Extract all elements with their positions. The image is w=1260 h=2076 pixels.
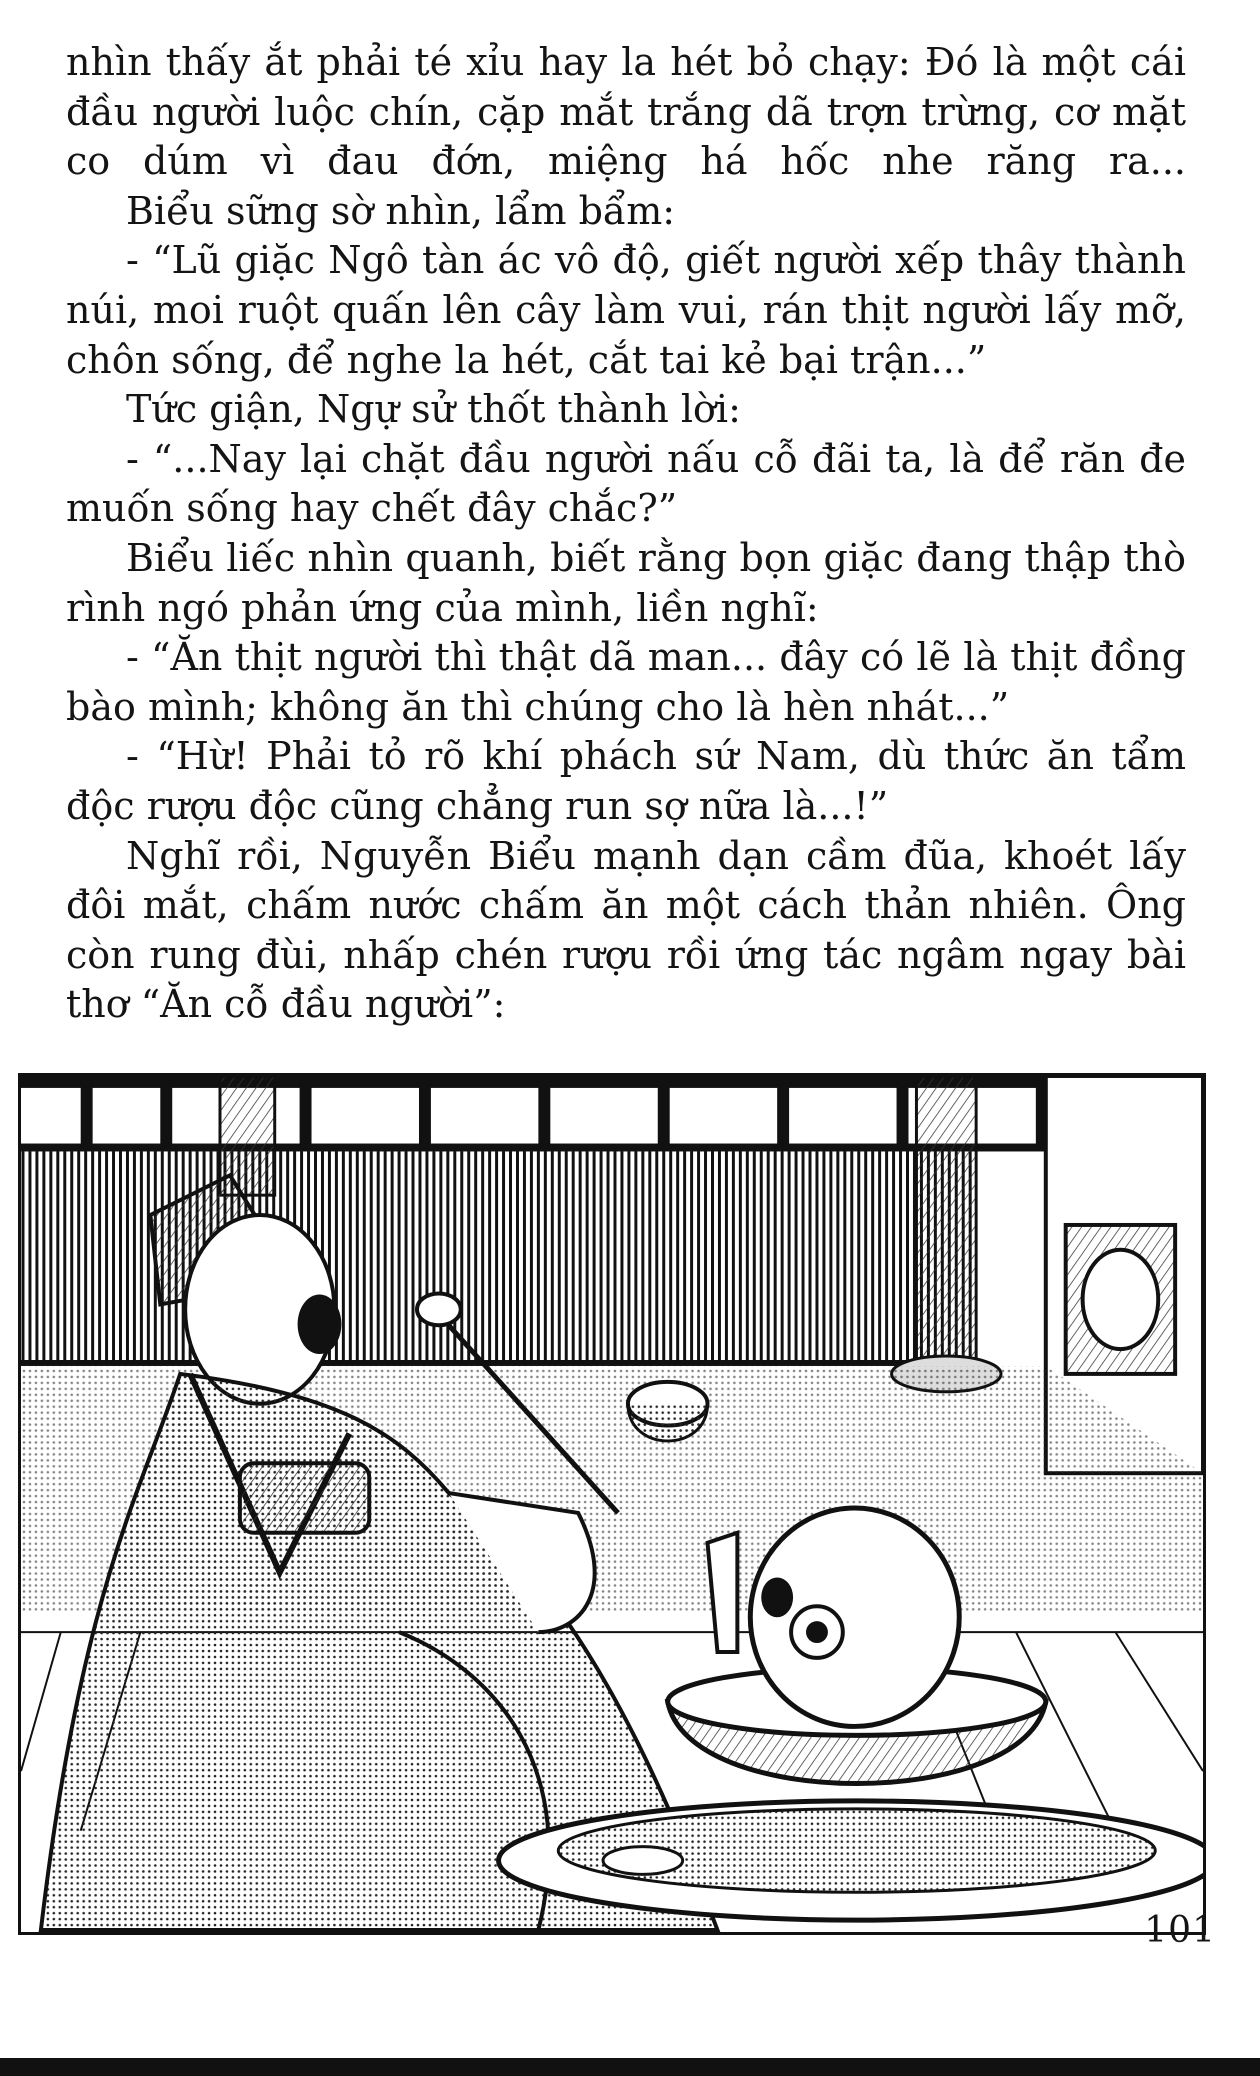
paragraph: - “Lũ giặc Ngô tàn ác vô độ, giết người xếp thây thành núi, moi ruột quấn lên cây làm vui, rán thịt người lấy mỡ, chôn sống, để nghe la hét, cắt tai kẻ bại trận...” <box>66 238 1186 382</box>
paragraph: Nghĩ rồi, Nguyễn Biểu mạnh dạn cầm đũa, khoét lấy đôi mắt, chấm nước chấm ăn một cách thản nhiên. Ông còn rung đùi, nhấp chén rượu rồi ứng tác ngâm ngay bài thơ “Ăn cỗ đầu người”: <box>66 833 1186 1027</box>
body-text <box>66 38 1186 1030</box>
illustration <box>18 1073 1206 1935</box>
paragraph: - “Hừ! Phải tỏ rõ khí phách sứ Nam, dù thức ăn tẩm độc rượu độc cũng chẳng run sợ nữa là...!” <box>66 734 1186 828</box>
paragraph: nhìn thấy ắt phải té xỉu hay la hét bỏ chạy: Đó là một cái đầu người luộc chín, cặp mắt trắng dã trợn trừng, cơ mặt co dúm vì đau đớn, miệng há hốc nhe răng ra... <box>66 40 1186 184</box>
paragraph: - “...Nay lại chặt đầu người nấu cỗ đãi ta, là để răn đe muốn sống hay chết đây chắc?” <box>66 436 1186 531</box>
page-number: 101 <box>1144 1910 1216 1951</box>
bottom-rule <box>0 2058 1260 2076</box>
paragraph: Biểu sững sờ nhìn, lẩm bẩm: <box>126 188 676 233</box>
illustration-drawing <box>21 1076 1203 1932</box>
paragraph: Tức giận, Ngự sử thốt thành lời: <box>126 387 741 432</box>
paragraph: Biểu liếc nhìn quanh, biết rằng bọn giặc đang thập thò rình ngó phản ứng của mình, liền nghĩ: <box>66 535 1186 630</box>
paragraph: - “Ăn thịt người thì thật dã man... đây có lẽ là thịt đồng bào mình; không ăn thì chúng cho là hèn nhát...” <box>66 635 1186 729</box>
